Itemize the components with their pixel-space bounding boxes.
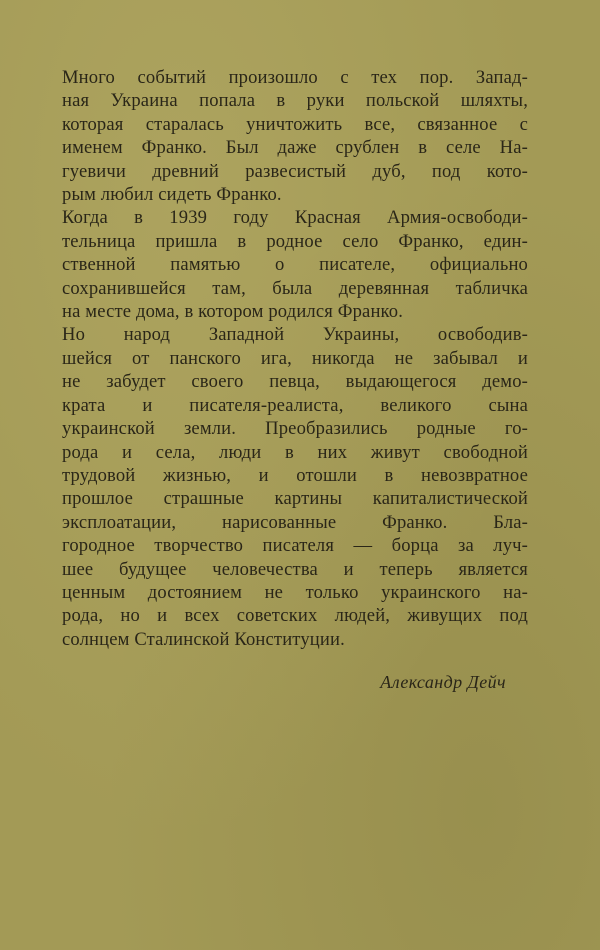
text-line: Но народ Западной Украины, освободив-	[62, 324, 528, 346]
text-line: крата и писателя-реалиста, великого сына	[62, 394, 528, 416]
text-line: трудовой жизнью, и отошли в невозвратное	[62, 464, 528, 486]
text-line: которая старалась уничтожить все, связанное с	[62, 113, 528, 135]
text-line: Когда в 1939 году Красная Армия-освободи-	[62, 207, 528, 229]
text-line: ственной памятью о писателе, официально	[62, 254, 528, 276]
paragraph-1	[62, 66, 528, 206]
text-line: украинской земли. Преобразились родные го-	[62, 418, 528, 440]
body-text	[62, 66, 528, 651]
text-line: на месте дома, в котором родился Франко.	[62, 301, 404, 323]
text-line: рода, но и всех советских людей, живущих под	[62, 605, 528, 627]
text-line: не забудет своего певца, выдающегося демо-	[62, 371, 528, 393]
text-line: шее будущее человечества и теперь является	[62, 558, 528, 580]
text-line: ная Украина попала в руки польской шляхты,	[62, 90, 528, 112]
text-line: именем Франко. Был даже срублен в селе На-	[62, 137, 528, 159]
text-line: гуевичи древний развесистый дуб, под кото-	[62, 160, 528, 182]
author-signature: Александр Дейч	[380, 672, 506, 692]
text-line: ценным достоянием не только украинского на-	[62, 581, 528, 603]
text-line: Много событий произошло с тех пор. Запад-	[62, 67, 528, 88]
paragraph-2	[62, 206, 528, 323]
text-line: солнцем Сталинской Конституции.	[62, 628, 345, 650]
text-line: сохранившейся там, была деревянная табличка	[62, 277, 528, 299]
text-line: городное творчество писателя — борца за луч-	[62, 535, 528, 557]
text-line: рым любил сидеть Франко.	[62, 184, 282, 206]
text-line: тельница пришла в родное село Франко, един-	[62, 230, 528, 252]
text-line: рода и села, люди в них живут свободной	[62, 441, 528, 463]
paragraph-3	[62, 323, 528, 651]
text-line: эксплоатации, нарисованные Франко. Бла-	[62, 511, 528, 533]
text-line: шейся от панского ига, никогда не забывал и	[62, 347, 528, 369]
text-line: прошлое страшные картины капиталистической	[62, 488, 528, 510]
